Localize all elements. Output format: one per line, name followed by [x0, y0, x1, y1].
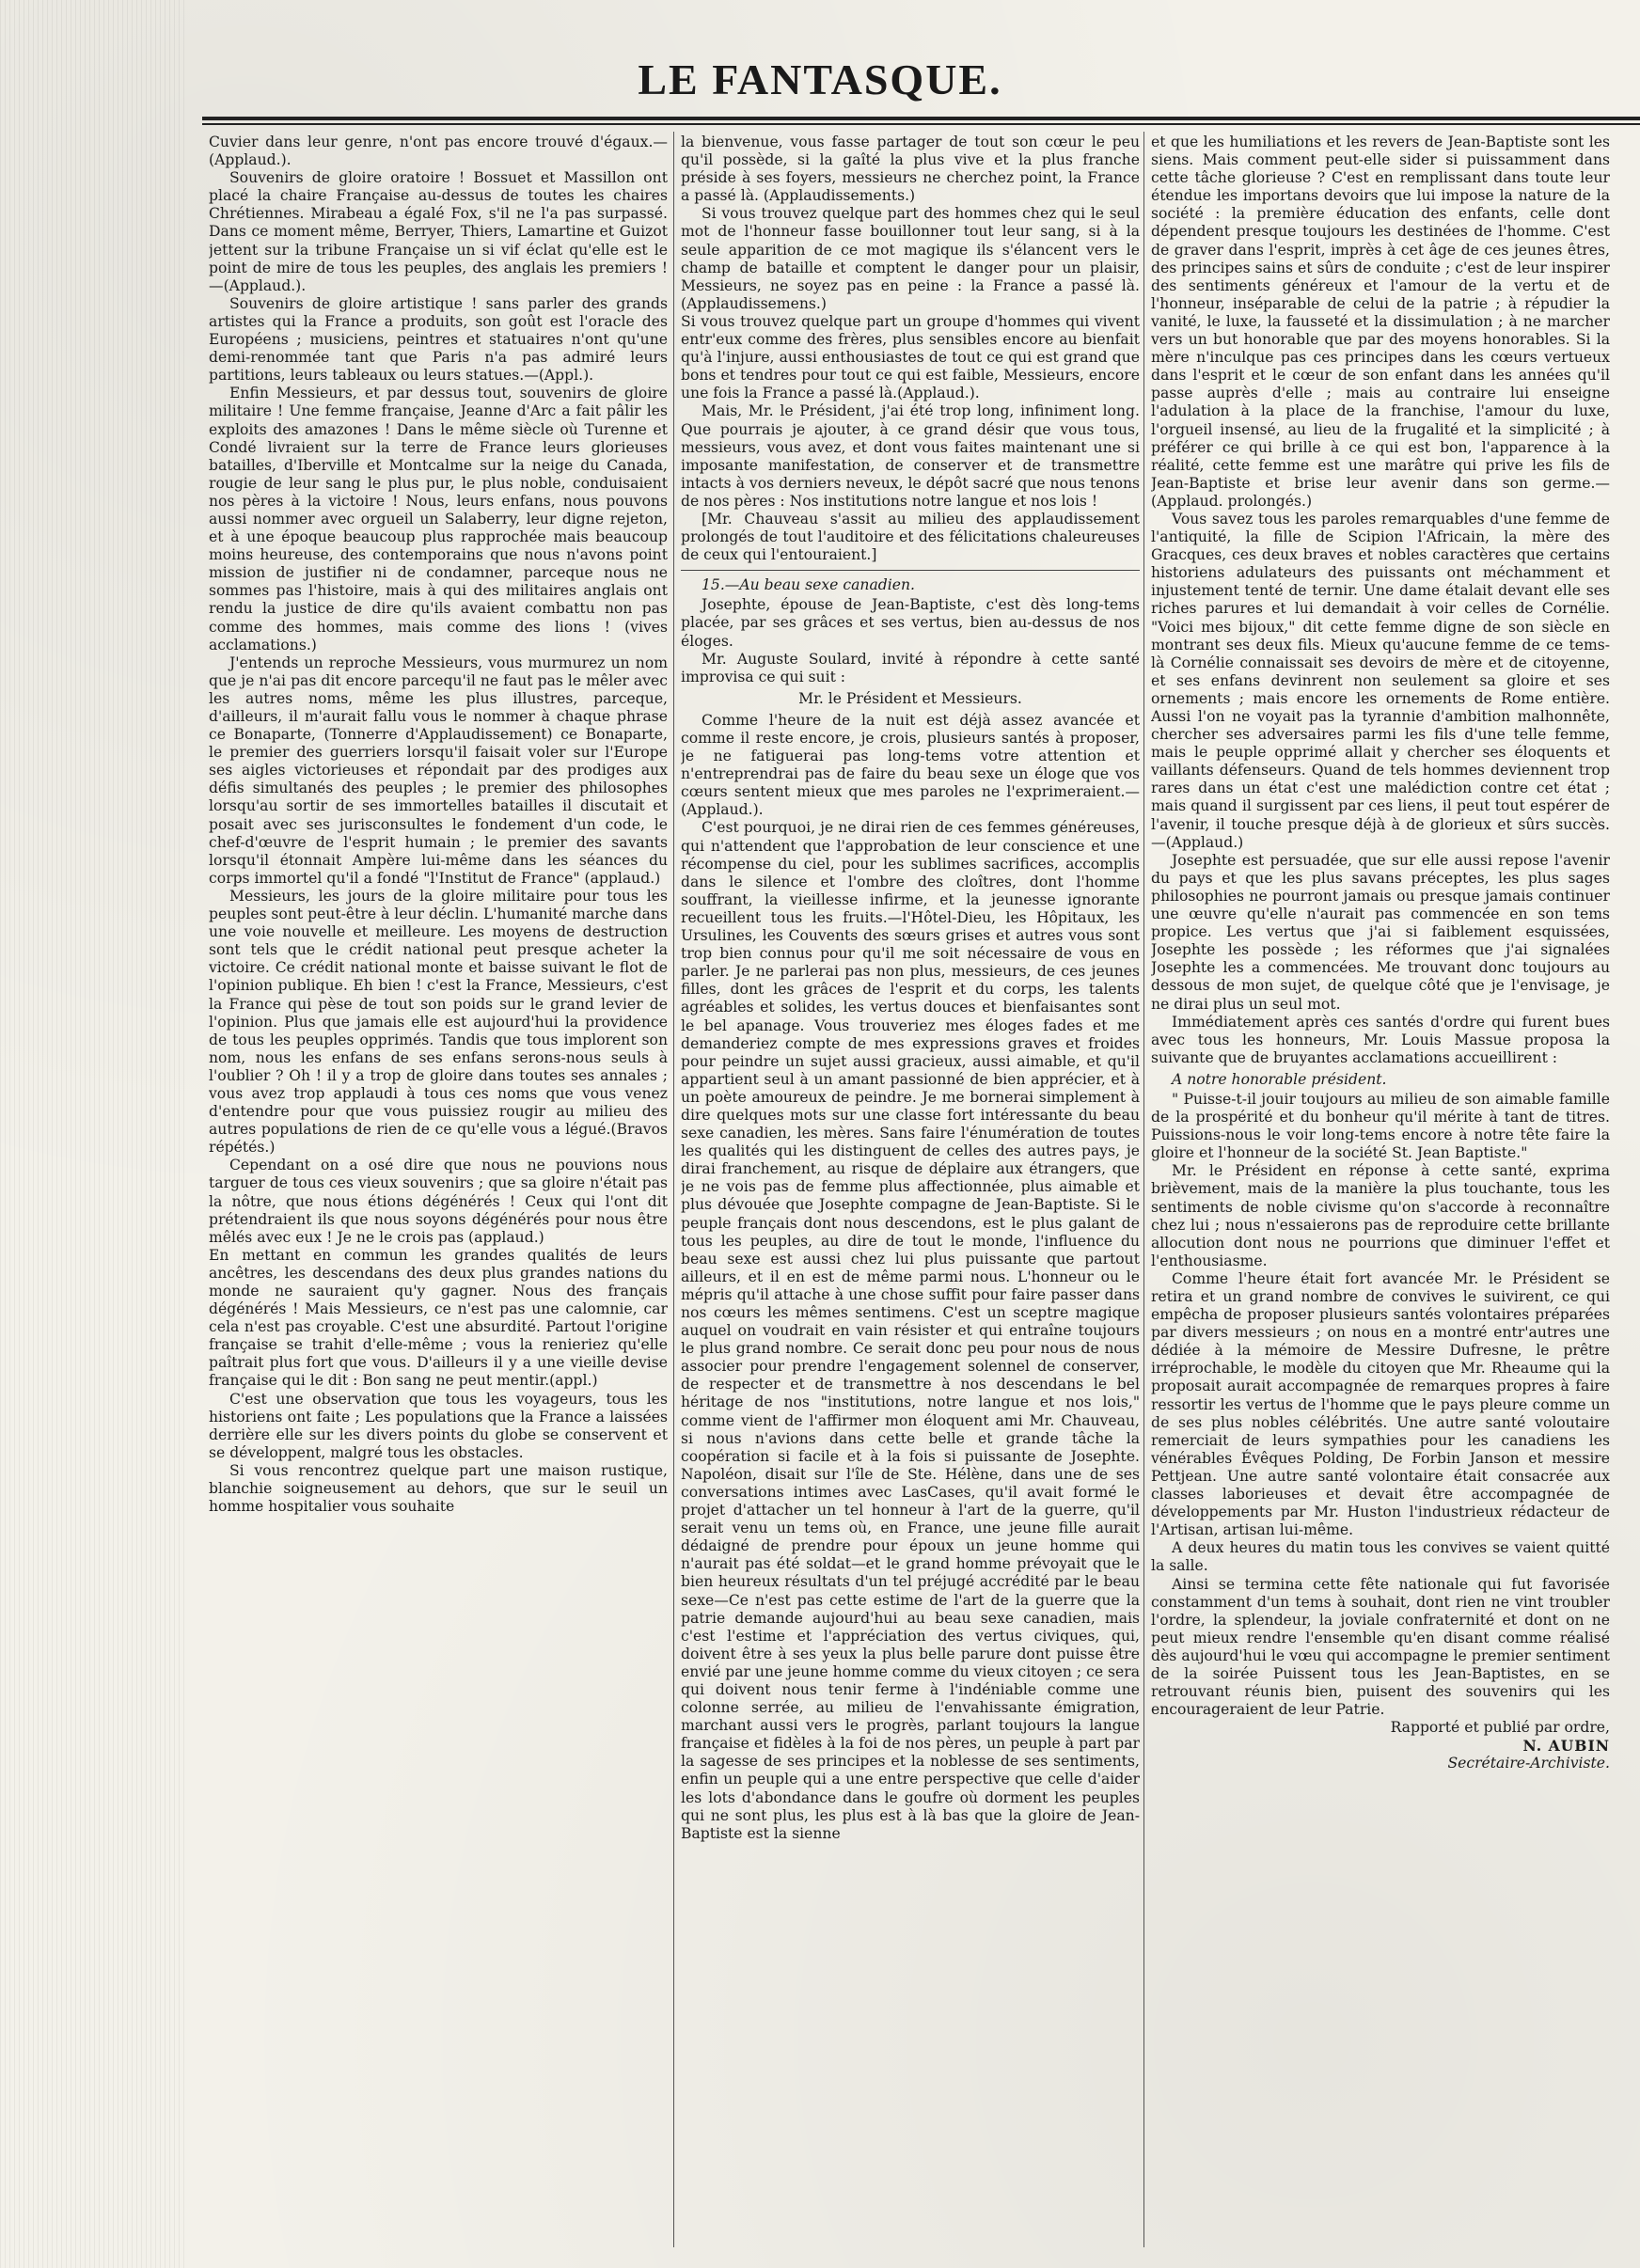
column-1 [209, 134, 668, 2249]
paragraph: Cependant on a osé dire que nous ne pouvions nous targuer de tous ces vieux souvenirs ; que sa gloire n'était pas la nôtre, que nous étions dégénérés ! Ceux qui l'ont dit prétendraient ils que nous soyons dégénérés pour nous être mêlés avec eux ! Je ne le crois pas (applaud.) [209, 1157, 668, 1246]
masthead-title: LE FANTASQUE. [638, 55, 1002, 103]
signature-title: Secrétaire-Archiviste. [1447, 1755, 1610, 1772]
paragraph: Si vous trouvez quelque part un groupe d'hommes qui vivent entr'eux comme des frères, plus sensibles encore au bienfait qu'à l'injure, aussi enthousiastes de tout ce qui est grand que bons et tendres pour tout ce qui est faible, Messieurs, encore une fois la France a passé là.(Applaud.). [681, 312, 1140, 402]
paragraph: et que les humiliations et les revers de Jean-Baptiste sont les siens. Mais comment peut-elle sider si puissamment dans cette tâche glorieuse ? C'est en remplissant dans toute leur étendue les importans devoirs que lui impose la nature de la société : la première éducation des enfants, celle dont dépendent presque toujours les destinées de l'homme. C'est de graver dans l'esprit, imprès à cet âge de ces jeunes êtres, des principes sains et sûrs de conduite ; c'est de leur inspirer des sentiments généreux et l'amour de la vertu et de l'honneur, inséparable de celui de la patrie ; à répudier la vanité, le luxe, la fausseté et la dissimulation ; à ne marcher vers un but honorable que par des moyens honorables. Si la mère n'inculque pas ces principes dans les cœurs vertueux dans l'esprit et le cœur de son enfant dans les années qu'il passe auprès d'elle ; mais au contraire lui enseigne l'adulation à la place de la franchise, l'amour du luxe, l'orgueil insensé, au lieu de la frugalité et la simplicité ; à préférer ce qui brille à ce qui est bon, l'apparence à la réalité, cette femme est une marâtre qui prive les fils de Jean-Baptiste et brise leur avenir dans son germe.—(Applaud. prolongés.) [1151, 134, 1610, 510]
paragraph: Comme l'heure était fort avancée Mr. le Président se retira et un grand nombre de convives le suivirent, ce qui empêcha de proposer plusieurs santés volontaires préparées par divers messieurs ; on nous en a montré entr'autres une dédiée à la mémoire de Messire Dufresne, le prêtre irréprochable, le modèle du citoyen que Mr. Rheaume qui la proposait aurait accompagnée de remarques propres à faire ressortir les vertus de l'homme que le pays pleure comme un de ses plus nobles célébrités. Une autre santé voloutaire remerciait de leurs sympathies pour les canadiens les vénérables Évêques Polding, De Forbin Janson et messire Pettjean. Une autre santé volontaire était consacrée aux classes laborieuses et devait être accompagnée de développements par Mr. Huston l'industrieux rédacteur de l'Artisan, artisan lui-même. [1151, 1269, 1610, 1539]
paragraph: Mr. le Président en réponse à cette santé, exprima brièvement, mais de la manière la plus touchante, tous les sentiments de noble civisme qu'on s'accorde à reconnaître chez lui ; nous n'essaierons pas de reproduire cette brillante allocution dont nous ne pourrions que diminuer l'effet et l'enthousiasme. [1151, 1162, 1610, 1269]
paragraph: Josephte, épouse de Jean-Baptiste, c'est dès long-tems placée, par ses grâces et ses vertus, bien au-dessus de nos éloges. [681, 596, 1140, 650]
paragraph: Souvenirs de gloire oratoire ! Bossuet et Massillon ont placé la chaire Française au-dessus de toutes les chaires Chrétiennes. Mirabeau a égalé Fox, s'il ne l'a pas surpassé. Dans ce moment même, Berryer, Thiers, Lamartine et Guizot jettent sur la tribune Française un si vif éclat qu'elle est le point de mire de tous les peuples, des anglais les premiers !—(Applaud.). [209, 169, 668, 294]
paragraph: Mr. Auguste Soulard, invité à répondre à cette santé improvisa ce qui suit : [681, 650, 1140, 685]
paragraph: Si vous trouvez quelque part des hommes chez qui le seul mot de l'honneur fasse bouillonner tout leur sang, si à la seule apparition de ce mot magique ils s'élancent vers le champ de bataille et comptent le danger pour un plaisir, Messieurs, ne soyez pas en peine : la France a passé là. (Applaudissemens.) [681, 205, 1140, 312]
column-separator [1143, 132, 1144, 2247]
report-line: Rapporté et publié par ordre, [1390, 1719, 1610, 1737]
paragraph: Immédiatement après ces santés d'ordre qui furent bues avec tous les honneurs, Mr. Louis Massue proposa la suivante que de bruyantes acclamations accueillirent : [1151, 1013, 1610, 1066]
paragraph: Vous savez tous les paroles remarquables d'une femme de l'antiquité, la fille de Scipion l'Africain, la mère des Gracques, ces deux braves et nobles caractères que certains historiens adulateurs des puissants ont méchamment et injustement tenté de ternir. Une dame étalait devant elle ses riches parures et lui demandait à voir celles de Cornélie. "Voici mes bijoux," dit cette femme digne de son siècle en montrant ses deux fils. Mieux qu'aucune femme de ce tems-là Cornélie connaissait ses devoirs de mère et de citoyenne, et ses enfans devinrent non seulement sa gloire et ses ornements ; mais encore les ornements de Rome entière. Aussi l'on ne voyait pas la tyrannie d'ambition malhonnête, chercher ses adversaires parmi les fils d'une telle femme, mais le peuple opprimé allait y chercher ses éloquents et vaillants défenseurs. Quand de tels hommes deviennent trop rares dans un état c'est une malédiction contre cet état ; mais quand il surgissent par ces liens, il peut tout espérer de l'avenir, il touche presque déjà à de glorieux et sûrs succès.—(Applaud.) [1151, 510, 1610, 851]
address-line: Mr. le Président et Messieurs. [798, 689, 1022, 707]
toast-heading: 15.—Au beau sexe canadien. [702, 576, 915, 594]
section-divider [681, 570, 1140, 571]
masthead-rule-thin [202, 123, 1640, 125]
masthead-rule [202, 117, 1640, 120]
paragraph: Cuvier dans leur genre, n'ont pas encore trouvé d'égaux.—(Applaud.). [209, 134, 668, 169]
paragraph: la bienvenue, vous fasse partager de tout son cœur le peu qu'il possède, si la gaîté la plus vive et la plus franche préside à ses foyers, messieurs ne cherchez point, la France a passé là. (Applaudissements.) [681, 134, 1140, 205]
paragraph: C'est une observation que tous les voyageurs, tous les historiens ont faite ; Les populations que la France a laissées derrière elle sur les divers points du globe se conservent et se développent, malgré tous les obstacles. [209, 1390, 668, 1461]
paragraph: Mais, Mr. le Président, j'ai été trop long, infiniment long. Que pourrais je ajouter, à ce grand désir que vous tous, messieurs, vous avez, et dont vous faites maintenant une si imposante manifestation, de conserver et de transmettre intacts à vos derniers neveux, le dépôt sacré que nous tenons de nos pères : Nos institutions notre langue et nos lois ! [681, 402, 1140, 510]
paragraph: J'entends un reproche Messieurs, vous murmurez un nom que je n'ai pas dit encore parcequ'il ne faut pas le mêler avec les autres noms, même les plus illustres, parceque, d'ailleurs, il m'aurait fallu vous le nommer à chaque phrase ce Bonaparte, (Tonnerre d'Applaudissement) ce Bonaparte, le premier des guerriers lorsqu'il faisait voler sur l'Europe ses aigles victorieuses et répondait par des prodiges aux défis simultanés des peuples ; le premier des philosophes lorsqu'au sortir de ses immortelles batailles il discutait et posait avec ses jurisconsultes le fondement d'un code, le chef-d'œuvre de l'esprit humain ; le premier des savants lorsqu'il étonnait Ampère lui-même dans les séances du corps immortel qu'il a fondé "l'Institut de France" (applaud.) [209, 654, 668, 887]
column-2 [681, 134, 1140, 2249]
signature-name: N. AUBIN [1522, 1737, 1610, 1756]
paragraph: Si vous rencontrez quelque part une maison rustique, blanchie soigneusement au dehors, que sur le seuil un homme hospitalier vous souhaite [209, 1461, 668, 1516]
paragraph: Enfin Messieurs, et par dessus tout, souvenirs de gloire militaire ! Une femme française, Jeanne d'Arc a fait pâlir les exploits des amazones ! Dans le même siècle où Turenne et Condé livraient sur la terre de France leurs glorieuses batailles, d'Iberville et Montcalme sur la neige du Canada, rougie de leur sang le plus pur, le plus noble, conduisaient nos pères à la victoire ! Nous, leurs enfans, nous pouvons aussi nommer avec orgueil un Salaberry, leur digne rejeton, et à une époque beaucoup plus rapprochée mais beaucoup moins heureuse, des contemporains que nous n'avons point mission de justifier ni de condamner, parceque nous ne sommes pas l'histoire, mais à qui des militaires anglais ont rendu la justice de dire qu'ils avaient combattu non pas comme des hommes, mais comme des lions ! (vives acclamations.) [209, 385, 668, 654]
paragraph: Ainsi se termina cette fête nationale qui fut favorisée constamment d'un tems à souhait, dont rien ne vint troubler l'ordre, la splendeur, la joviale confraternité et dont on ne peut mieux rendre l'ensemble qu'en disant comme réalisé dès aujourd'hui le vœu qui accompagne le premier sentiment de la soirée Puissent tous les Jean-Baptistes, en se retrouvant réunis bien, puisent des souvenirs qui les encourageraient de leur Patrie. [1151, 1575, 1610, 1719]
paragraph: C'est pourquoi, je ne dirai rien de ces femmes généreuses, qui n'attendent que l'approbation de leur conscience et une récompense du ciel, pour les sublimes sacrifices, accomplis dans le silence et l'ombre des cloîtres, dont l'homme souffrant, la vieillesse infirme, et la jeunesse ignorante recueillent tous les fruits.—l'Hôtel-Dieu, les Hôpitaux, les Ursulines, les Couvents des sœurs grises et autres vous sont trop bien connus pour qu'il me soit nécessaire de vous en parler. Je ne parlerai pas non plus, messieurs, de ces jeunes filles, dont les grâces de l'esprit et du corps, les talents agréables et solides, les vertus douces et bienfaisantes sont le bel apanage. Vous trouveriez mes éloges fades et me demanderiez compte de mes expressions graves et froides pour peindre un sujet aussi gracieux, aussi aimable, et qu'il appartient seul à un amant passionné de bien apprécier, et à un poète amoureux de peindre. Je me bornerai simplement à dire quelques mots sur une classe fort intéressante du beau sexe canadien, les mères. Sans faire l'énumération de toutes les qualités qui les distinguent de celles des autres pays, je dirai franchement, au risque de déplaire aux étrangers, que je ne vois pas de femme plus affectionnée, plus aimable et plus dévouée que Josephte compagne de Jean-Baptiste. Si le peuple français dont nous descendons, est le plus galant de tous les peuples, au dire de tout le monde, l'influence du beau sexe est aussi chez lui plus puissante que partout ailleurs, et il en est de même parmi nous. L'honneur ou le mépris qu'il attache à une chose suffit pour faire passer dans nos cœurs les mêmes sentimens. C'est un sceptre magique auquel on voudrait en vain résister et qui entraîne toujours le plus grand nombre. Ce serait donc peu pour nous de nous associer pour prendre l'engagement solennel de conserver, de respecter et de transmettre à nos descendans le bel héritage de nos "institutions, notre langue et nos lois," comme vient de l'affirmer mon éloquent ami Mr. Chauveau, si nous n'avions dans cette belle et grande tâche la coopération si facile et à la fois si puissante de Josephte. Napoléon, disait sur l'île de Ste. Hélène, dans une de ses conversations intimes avec LasCases, qu'il avait formé le projet d'attacher un tel honneur à l'art de la guerre, qu'il serait venu un tems où, en France, une jeune fille aurait dédaigné de prendre pour époux un jeune homme qui n'aurait pas été soldat—et le grand homme prévoyait que le bien heureux résultats d'un tel préjugé accrédité par le beau sexe—Ce n'est pas cette estime de l'art de la guerre que la patrie demande aujourd'hui au beau sexe canadien, mais c'est l'estime et l'appréciation des vertus civiques, qui, doivent être à ses yeux la plus belle parure dont puisse être envié par une jeune homme comme du vieux citoyen ; ce sera qui doivent nous tenir ferme à l'indéniable comme une colonne serrée, au milieu de l'envahissante émigration, marchant aussi vers le progrès, parlant toujours la langue française et fidèles à la foi de nos pères, un peuple à part par la sagesse de ses principes et la noblesse de ses sentiments, enfin un peuple qui a une entre perspective que celle d'aider les lots d'abondance dans le goufre où dorment les peuples qui ne sont plus, les plus est à là bas que la gloire de Jean-Baptiste est la sienne [681, 819, 1140, 1842]
paragraph: En mettant en commun les grandes qualités de leurs ancêtres, les descendans des deux plus grandes nations du monde ne sauraient qu'y gagner. Nous des français dégénérés ! Mais Messieurs, ce n'est pas une calomnie, car cela n'est pas croyable. C'est une absurdité. Partout l'origine française se trahit d'elle-même ; vous la renieriez qu'elle paîtrait plus fort que vous. D'ailleurs il y a une vieille devise française qui le dit : Bon sang ne peut mentir.(appl.) [209, 1246, 668, 1390]
paragraph: Josephte est persuadée, que sur elle aussi repose l'avenir du pays et que les plus savans préceptes, les plus sages philosophies ne pourront jamais ou presque jamais continuer une œuvre qu'elle n'aurait pas commencée en son tems propice. Les vertus que j'ai si faiblement esquissées, Josephte les possède ; les réformes que j'ai signalées Josephte les a commencées. Me trouvant donc toujours au dessous de mon sujet, de quelque côté que je l'envisage, je ne dirai plus un seul mot. [1151, 851, 1610, 1013]
column-separator [673, 132, 674, 2247]
paragraph: [Mr. Chauveau s'assit au milieu des applaudissement prolongés de tout l'auditoire et des félicitations chaleureuses de ceux qui l'entouraient.] [681, 510, 1140, 564]
paragraph: Souvenirs de gloire artistique ! sans parler des grands artistes qui la France a produits, son goût est l'oracle des Européens ; musiciens, peintres et statuaires n'ont qu'une demi-renommée tant que Paris n'a pas admiré leurs partitions, leurs tableaux ou leurs statues.—(Appl.). [209, 294, 668, 385]
toast-heading: A notre honorable président. [1172, 1070, 1387, 1088]
column-3 [1151, 134, 1610, 2249]
paragraph: Messieurs, les jours de la gloire militaire pour tous les peuples sont peut-être à leur déclin. L'humanité marche dans une voie nouvelle et meilleure. Les moyens de destruction sont tels que le crédit national peut presque acheter la victoire. Ce crédit national monte et baisse suivant le flot de l'opinion publique. Eh bien ! c'est la France, Messieurs, c'est la France qui pèse de tout son poids sur le grand levier de l'opinion. Plus que jamais elle est aujourd'hui la providence de tous les peuples opprimés. Tandis que tous implorent son nom, nous les enfans de ses enfans serons-nous seuls à l'oublier ? Oh ! il y a trop de gloire dans toutes ses annales ; vous avez trop applaudi à tous ces noms que vous venez d'entendre pour que vous puissiez rougir au milieu des autres populations de rien de ce qu'elle vous a légué.(Bravos répétés.) [209, 887, 668, 1157]
paragraph: Comme l'heure de la nuit est déjà assez avancée et comme il reste encore, je crois, plusieurs santés à proposer, je ne fatiguerai pas long-tems votre attention et n'entreprendrai pas de faire du beau sexe un éloge que vos cœurs sentent mieux que mes paroles ne l'exprimeraient.—(Applaud.). [681, 711, 1140, 819]
paragraph: " Puisse-t-il jouir toujours au milieu de son aimable famille de la prospérité et du bonheur qu'il mérite à tant de titres. Puissions-nous le voir long-tems encore à notre tête faire la gloire et l'honneur de la société St. Jean Baptiste." [1151, 1090, 1610, 1162]
paragraph: A deux heures du matin tous les convives se vaient quitté la salle. [1151, 1539, 1610, 1575]
scan-noise [0, 0, 188, 2268]
